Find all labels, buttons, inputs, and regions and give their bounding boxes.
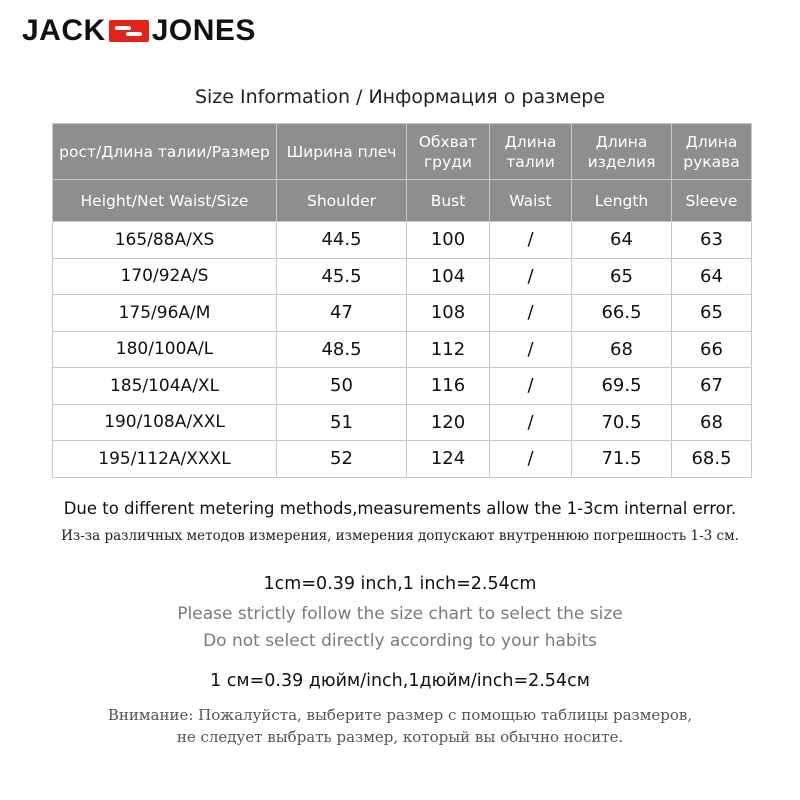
table-cell: 69.5 <box>572 368 672 405</box>
table-cell: / <box>490 222 572 259</box>
page-title: Size Information / Информация о размере <box>194 86 606 108</box>
table-cell: 165/88A/XS <box>53 222 277 259</box>
table-cell: 124 <box>407 441 490 478</box>
table-cell: 68 <box>672 404 752 441</box>
table-cell: 120 <box>407 404 490 441</box>
table-cell: 68.5 <box>672 441 752 478</box>
table-cell: 195/112A/XXXL <box>53 441 277 478</box>
header-cell: Height/Net Waist/Size <box>53 180 277 222</box>
brand-name-right: JONES <box>151 14 256 47</box>
table-row <box>53 368 752 405</box>
header-cell: Ширина плеч <box>277 124 407 180</box>
header-cell: Waist <box>490 180 572 222</box>
table-cell: 70.5 <box>572 404 672 441</box>
brand-name-left: JACK <box>22 14 106 47</box>
table-row <box>53 404 752 441</box>
table-cell: 45.5 <box>277 258 407 295</box>
table-cell: 112 <box>407 331 490 368</box>
attention-note <box>0 704 800 748</box>
header-row-ru <box>53 124 752 180</box>
table-cell: 100 <box>407 222 490 259</box>
table-cell: / <box>490 331 572 368</box>
header-cell: Shoulder <box>277 180 407 222</box>
table-cell: 170/92A/S <box>53 258 277 295</box>
size-table <box>52 123 752 478</box>
table-cell: 63 <box>672 222 752 259</box>
table-cell: 66.5 <box>572 295 672 332</box>
table-cell: / <box>490 368 572 405</box>
table-row <box>53 222 752 259</box>
table-row <box>53 258 752 295</box>
header-cell: Длина талии <box>490 124 572 180</box>
attention-line: не следует выбрать размер, который вы обычно носите. <box>176 728 624 746</box>
header-cell: Bust <box>407 180 490 222</box>
table-cell: 175/96A/M <box>53 295 277 332</box>
header-cell: Sleeve <box>672 180 752 222</box>
table-cell: / <box>490 295 572 332</box>
table-row <box>53 331 752 368</box>
table-cell: 65 <box>672 295 752 332</box>
table-cell: 190/108A/XXL <box>53 404 277 441</box>
table-cell: 108 <box>407 295 490 332</box>
table-row <box>53 441 752 478</box>
table-cell: 48.5 <box>277 331 407 368</box>
table-cell: 47 <box>277 295 407 332</box>
table-cell: 180/100A/L <box>53 331 277 368</box>
table-cell: 44.5 <box>277 222 407 259</box>
table-row <box>53 295 752 332</box>
table-cell: 71.5 <box>572 441 672 478</box>
table-cell: / <box>490 404 572 441</box>
strict-advice <box>0 601 800 655</box>
header-row-en <box>53 180 752 222</box>
table-cell: 64 <box>572 222 672 259</box>
table-cell: / <box>490 441 572 478</box>
header-cell: Длина рукава <box>672 124 752 180</box>
brand-logo <box>22 14 256 48</box>
table-cell: 67 <box>672 368 752 405</box>
table-cell: / <box>490 258 572 295</box>
jj-flag-icon <box>109 20 149 42</box>
table-cell: 51 <box>277 404 407 441</box>
table-cell: 66 <box>672 331 752 368</box>
conversion-ru: 1 см=0.39 дюйм/inch,1дюйм/inch=2.54см <box>210 671 590 691</box>
table-cell: 185/104A/XL <box>53 368 277 405</box>
header-cell: рост/Длина талии/Размер <box>53 124 277 180</box>
table-cell: 68 <box>572 331 672 368</box>
table-cell: 104 <box>407 258 490 295</box>
header-cell: Обхват груди <box>407 124 490 180</box>
table-cell: 116 <box>407 368 490 405</box>
table-cell: 64 <box>672 258 752 295</box>
table-cell: 65 <box>572 258 672 295</box>
table-cell: 50 <box>277 368 407 405</box>
strict-advice-line: Do not select directly according to your habits <box>203 631 597 651</box>
conversion-en: 1cm=0.39 inch,1 inch=2.54cm <box>263 574 537 594</box>
error-note-ru: Из-за различных методов измерения, измерения допускают внутреннюю погрешность 1-3 см. <box>61 528 739 544</box>
header-cell: Длина изделия <box>572 124 672 180</box>
attention-line: Внимание: Пожалуйста, выберите размер с помощью таблицы размеров, <box>107 706 693 724</box>
header-cell: Length <box>572 180 672 222</box>
strict-advice-line: Please strictly follow the size chart to select the size <box>177 604 623 624</box>
table-cell: 52 <box>277 441 407 478</box>
error-note-en: Due to different metering methods,measurements allow the 1-3cm internal error. <box>63 499 737 518</box>
